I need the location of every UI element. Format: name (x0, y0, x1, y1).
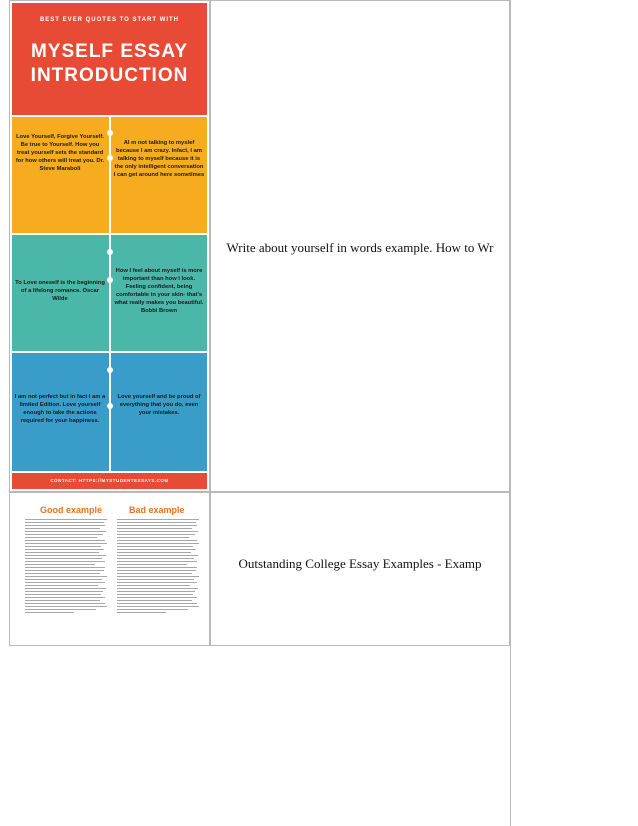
text-line (25, 531, 106, 532)
good-example-heading: Good example (40, 505, 103, 515)
text-line (25, 573, 100, 574)
text-line (25, 543, 107, 544)
text-line (117, 531, 198, 532)
infographic-title-line2: INTRODUCTION (30, 65, 189, 86)
text-line (117, 597, 197, 598)
text-line (25, 606, 107, 607)
text-line (25, 579, 102, 580)
quote-band-teal (12, 235, 207, 351)
essay-examples-cell[interactable] (9, 492, 210, 646)
text-line (25, 609, 96, 610)
caption-cell-top[interactable] (210, 0, 510, 492)
text-line (25, 546, 101, 547)
text-line (25, 612, 74, 613)
text-line (117, 552, 191, 553)
text-line (25, 564, 95, 565)
infographic-cell[interactable] (9, 0, 210, 492)
good-example-text-block (25, 519, 107, 615)
infographic-header (12, 3, 207, 115)
text-line (117, 543, 199, 544)
text-line (25, 594, 101, 595)
text-line (117, 567, 197, 568)
text-line (25, 597, 105, 598)
timeline-dot (107, 367, 113, 373)
bad-example-heading: Bad example (129, 505, 185, 515)
text-line (25, 555, 106, 556)
text-line (117, 573, 192, 574)
text-line (117, 540, 197, 541)
text-line (25, 567, 105, 568)
text-line (117, 522, 196, 523)
text-line (25, 570, 104, 571)
timeline-dot (107, 249, 113, 255)
quote-text: Love yourself and be proud of everything that you do, even your mistakes. (117, 394, 201, 416)
infographic-footer: CONTACT: HTTPS://MYSTUDENTESSAYS.COM (12, 473, 207, 489)
text-line (117, 612, 166, 613)
image-caption: Outstanding College Essay Examples - Examp (238, 556, 482, 571)
text-line (117, 606, 199, 607)
text-line (117, 603, 197, 604)
text-line (25, 528, 100, 529)
text-line (117, 588, 198, 589)
text-line (117, 549, 196, 550)
text-line (117, 537, 189, 538)
text-line (117, 609, 188, 610)
text-line (117, 525, 197, 526)
text-line (25, 585, 98, 586)
text-line (117, 564, 187, 565)
text-line (25, 519, 107, 520)
caption-cell-bottom[interactable] (210, 492, 510, 646)
essay-comparison-image (12, 495, 207, 643)
text-line (25, 522, 104, 523)
bad-example-text-block (117, 519, 199, 615)
text-line (117, 561, 197, 562)
image-caption: Write about yourself in words example. How to Wr (226, 240, 494, 255)
text-line (117, 558, 194, 559)
text-line (25, 591, 103, 592)
timeline-dot (107, 130, 113, 136)
text-line (117, 519, 199, 520)
text-line (25, 558, 102, 559)
text-line (25, 600, 100, 601)
text-line (25, 525, 105, 526)
text-line (117, 546, 193, 547)
quote-text: To Love oneself is the beginning of a lifelong romance. Oscar Wilde (15, 280, 105, 302)
text-line (25, 576, 107, 577)
quote-band-blue (12, 353, 207, 471)
text-line (117, 555, 198, 556)
text-line (117, 534, 195, 535)
text-line (25, 603, 105, 604)
infographic-title-line1: MYSELF ESSAY (30, 41, 188, 62)
text-line (117, 582, 197, 583)
text-line (25, 561, 105, 562)
text-line (25, 588, 106, 589)
text-line (117, 591, 195, 592)
text-line (117, 528, 192, 529)
text-line (25, 540, 105, 541)
text-line (117, 600, 192, 601)
quote-text: Love Yourself, Forgive Yourself. Be true to Yourself. How you treat yourself sets the standard for how others will treat you. Dr. Steve Maraboli (15, 134, 105, 172)
text-line (117, 570, 196, 571)
text-line (117, 594, 193, 595)
quote-band-yellow (12, 117, 207, 233)
text-line (117, 585, 190, 586)
text-line (117, 576, 199, 577)
page-divider-line (510, 0, 511, 826)
quote-text: I am not perfect but in fact I am a limited Edition. Love yourself enough to take the actions required for your happiness. (14, 394, 106, 424)
text-line (25, 552, 99, 553)
text-line (25, 582, 105, 583)
text-line (25, 537, 97, 538)
text-line (117, 579, 194, 580)
quote-text: How I feel about myself is more important than how I look. Feeling confident, being comfortable in your skin- that's what really makes you beautiful. Bobbi Brown (114, 268, 204, 314)
infographic-kicker: BEST EVER QUOTES TO START WITH (39, 17, 180, 23)
text-line (25, 534, 103, 535)
quote-text: AI m not talking to myslef because I am crazy. Infact, I am talking to myself because it is the only intelligent conversation I can get around here sometimes (113, 140, 205, 178)
text-line (25, 549, 104, 550)
quotes-infographic (12, 3, 207, 489)
